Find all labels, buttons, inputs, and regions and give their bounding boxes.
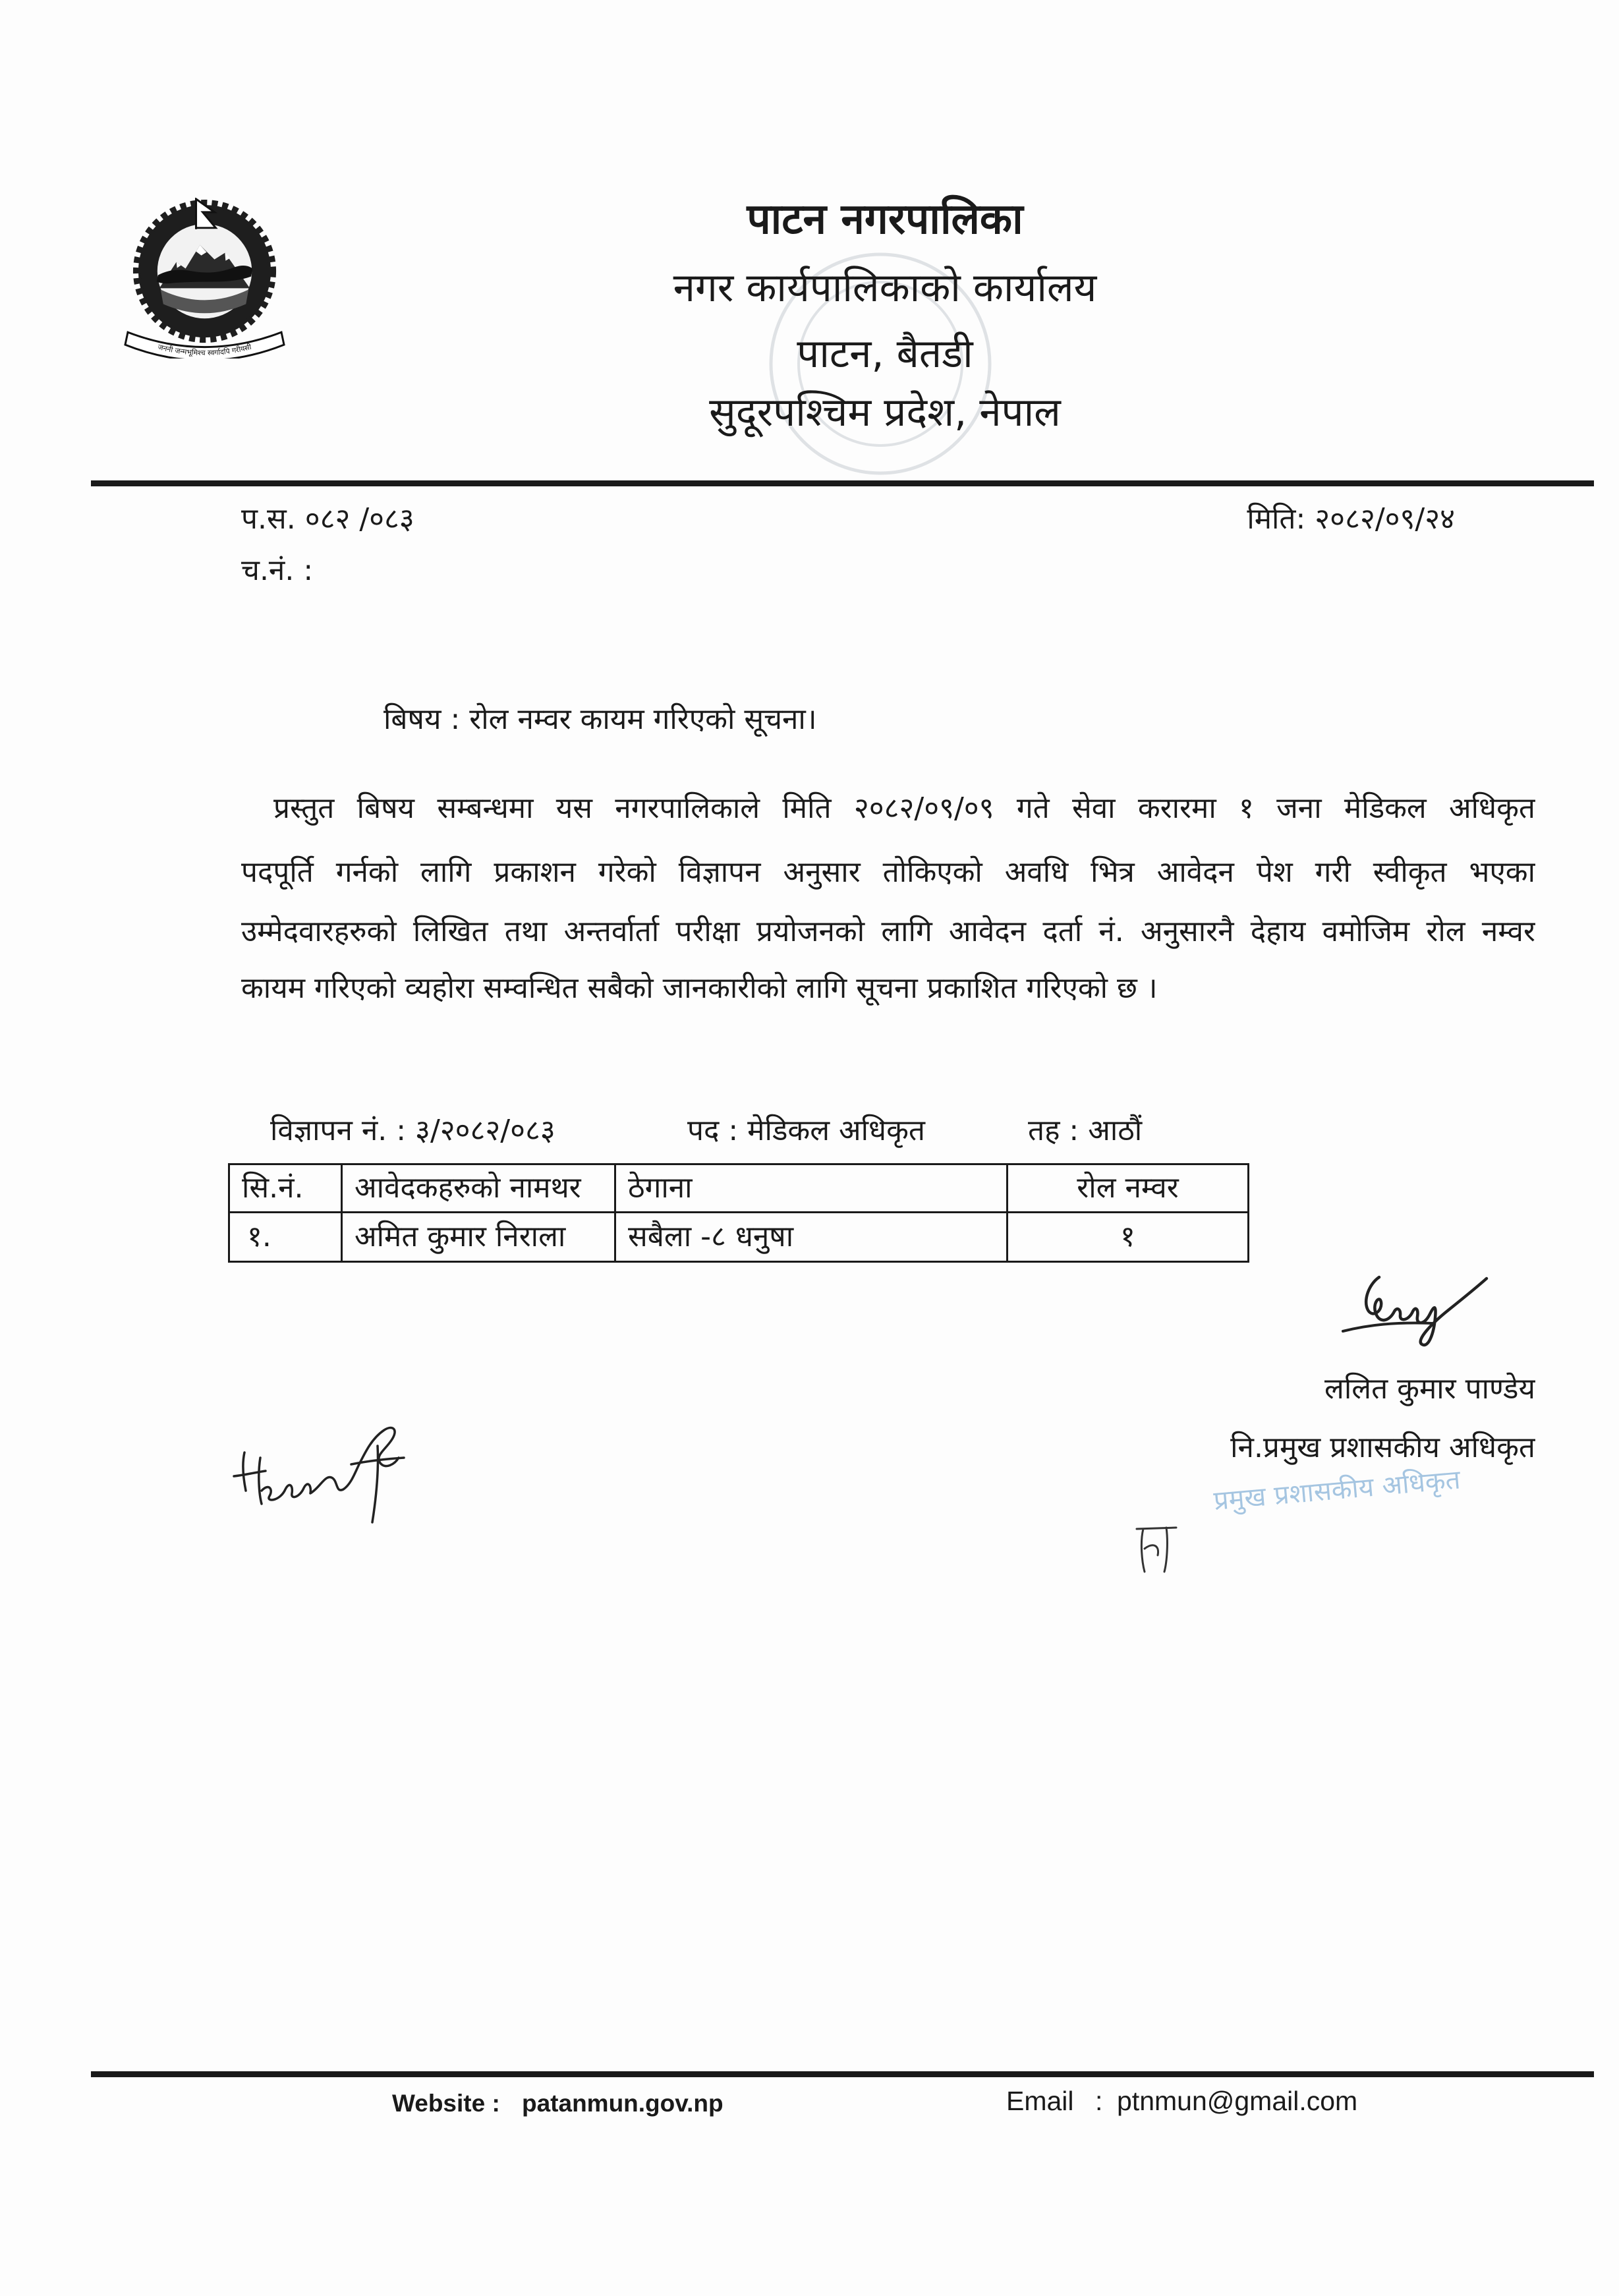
office-title: नगर कार्यपालिकाको कार्यालय: [673, 265, 1097, 311]
signature-right: [1317, 1271, 1492, 1353]
body-line: उम्मेदवारहरुको लिखित तथा अन्तर्वार्ता परीक्षा प्रयोजनको लागि आवेदन दर्ता नं. अनुसारनै देहाय वमोजिम रोल नम्वर: [241, 915, 1535, 948]
post-level: तह : आठौं: [1028, 1114, 1143, 1147]
cell-address: सबैला -८ धनुषा: [615, 1213, 1008, 1262]
table-row: [229, 1213, 1249, 1262]
footer-website-label: Website :: [392, 2090, 500, 2117]
subject-line: बिषय : रोल नम्वर कायम गरिएको सूचना।: [383, 703, 817, 736]
footer-divider: [91, 2071, 1594, 2077]
header-applicant-name: आवेदकहरुको नामथर: [342, 1164, 615, 1213]
cell-serial: १.: [229, 1213, 342, 1262]
initial-mark: [1130, 1516, 1183, 1575]
emblem-motto: जननी जन्मभूमिश्च स्वर्गादपि गरीयसी: [157, 342, 252, 358]
header-serial: सि.नं.: [229, 1164, 342, 1213]
footer-email-label: Email: [1006, 2086, 1074, 2116]
body-line: प्रस्तुत बिषय सम्बन्धमा यस नगरपालिकाले मिति २०८२/०९/०९ गते सेवा करारमा १ जना मेडिकल अधिकृत: [273, 791, 1535, 825]
cell-applicant-name: अमित कुमार निराला: [342, 1213, 615, 1262]
advertisement-number: विज्ञापन नं. : ३/२०८२/०८३: [270, 1114, 555, 1147]
nepal-emblem-icon: [109, 198, 300, 359]
office-address: पाटन, बैतडी: [797, 331, 973, 377]
body-line: पदपूर्ति गर्नको लागि प्रकाशन गरेको विज्ञापन अनुसार तोकिएको अवधि भित्र आवेदन पेश गरी स्वीकृत भएका: [241, 855, 1535, 889]
signature-left: [219, 1412, 409, 1529]
body-line: कायम गरिएको व्यहोरा सम्वन्धित सबैको जानकारीको लागि सूचना प्रकाशित गरिएको छ ।: [241, 971, 1158, 1005]
issue-date: मिति: २०८२/०९/२४: [1247, 502, 1455, 536]
roll-number-table: [228, 1163, 1249, 1263]
cell-roll-number: १: [1008, 1213, 1249, 1262]
signatory-designation: नि.प्रमुख प्रशासकीय अधिकृत: [1230, 1431, 1535, 1464]
signatory-name: ललित कुमार पाण्डेय: [1324, 1372, 1535, 1406]
footer-email-colon: :: [1095, 2086, 1103, 2116]
fiscal-year-ref: प.स. ०८२ /०८३: [241, 502, 414, 536]
header-divider: [91, 480, 1594, 486]
official-stamp: प्रमुख प्रशासकीय अधिकृत: [1212, 1464, 1462, 1516]
footer-email: ptnmun@gmail.com: [1117, 2086, 1358, 2116]
office-province: सुदूरपश्चिम प्रदेश, नेपाल: [709, 389, 1061, 436]
footer-website: patanmun.gov.np: [522, 2090, 724, 2117]
table-header-row: [229, 1164, 1249, 1213]
dispatch-number: च.नं. :: [241, 554, 314, 587]
header-roll-number: रोल नम्वर: [1008, 1164, 1249, 1213]
office-name: पाटन नगरपालिका: [747, 195, 1023, 244]
post-name: पद : मेडिकल अधिकृत: [687, 1114, 925, 1147]
header-address: ठेगाना: [615, 1164, 1008, 1213]
